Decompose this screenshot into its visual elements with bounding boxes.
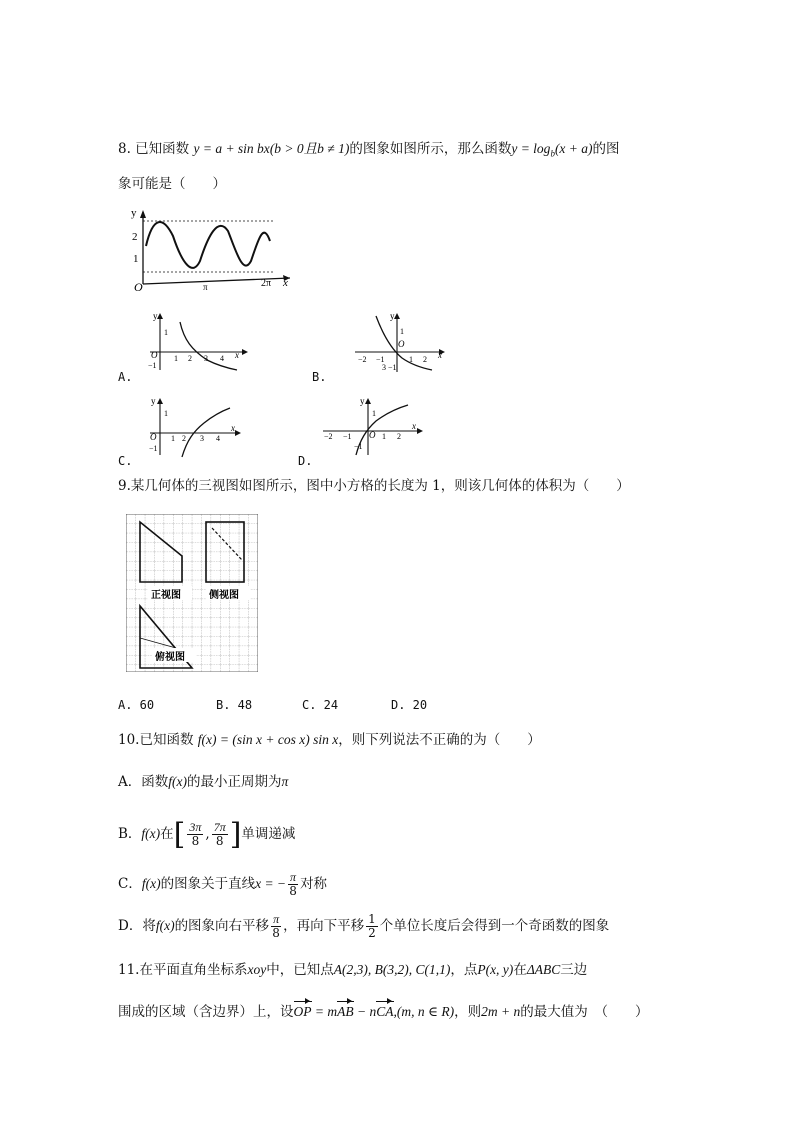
a-y: y bbox=[153, 311, 158, 321]
q11-eq: = m bbox=[311, 1004, 338, 1019]
q10c-end: 对称 bbox=[300, 876, 328, 892]
q11-d: 在 bbox=[513, 962, 527, 978]
q8-func: y = a + sin bx bbox=[193, 141, 270, 156]
q8-option-b[interactable]: B. bbox=[312, 370, 327, 384]
label-side-view: 侧视图 bbox=[209, 590, 239, 601]
q11-l2c: 的最大值为 （ ） bbox=[520, 1004, 649, 1020]
q8-option-a[interactable]: A. bbox=[118, 370, 133, 384]
q10a-pi: π bbox=[281, 774, 289, 789]
q8-end: 的图 bbox=[592, 141, 620, 157]
q10b-den2: 8 bbox=[215, 834, 224, 848]
q11-line2 bbox=[118, 1002, 648, 1022]
q8-line1 bbox=[118, 139, 620, 164]
q8-graph-d bbox=[318, 395, 433, 460]
q9-option-a[interactable]: A. 60 bbox=[118, 698, 155, 712]
c-t1: 1 bbox=[171, 434, 175, 443]
q11-l2b: ，则 bbox=[454, 1004, 482, 1020]
q8-sub: b bbox=[550, 148, 555, 159]
q8-main-graph bbox=[128, 206, 298, 296]
q10c-text: 的图象关于直线 bbox=[160, 876, 256, 892]
a-origin: O bbox=[151, 350, 158, 360]
q11-c: ，点 bbox=[450, 962, 478, 978]
a-y1: 1 bbox=[164, 328, 168, 337]
q10c-eq: x = − bbox=[255, 876, 287, 891]
q11-cond: ,(m, n ∈ R) bbox=[393, 1004, 455, 1019]
right-bracket: ] bbox=[229, 816, 242, 852]
d-t1: −2 bbox=[324, 432, 333, 441]
vector-op: OP bbox=[294, 1002, 312, 1022]
a-t4: 4 bbox=[220, 354, 224, 363]
q10b-num2: 7π bbox=[213, 820, 226, 834]
d-origin: O bbox=[369, 430, 376, 440]
q10a-func: f(x) bbox=[168, 774, 187, 789]
vector-ca: CA bbox=[376, 1002, 393, 1022]
q10b-frac2 bbox=[212, 821, 228, 848]
q11-p: P(x, y) bbox=[477, 962, 514, 977]
c-origin: O bbox=[150, 432, 157, 442]
label-front-view: 正视图 bbox=[151, 590, 181, 601]
label-top-view: 俯视图 bbox=[155, 652, 185, 663]
b-y1: 1 bbox=[400, 327, 404, 336]
q10d-text3: 个单位长度后会得到一个奇函数的图象 bbox=[379, 918, 610, 934]
b-origin: O bbox=[398, 339, 405, 349]
c-y: y bbox=[151, 396, 156, 406]
q8-func2: y = log bbox=[511, 141, 551, 156]
q11-xoy: xoy bbox=[247, 962, 267, 977]
q11-l2a: 围成的区域（含边界）上，设 bbox=[118, 1004, 294, 1020]
main-tick-1: 1 bbox=[133, 253, 139, 265]
q11-tri: ΔABC bbox=[526, 962, 561, 977]
q9-option-d[interactable]: D. 20 bbox=[391, 698, 428, 712]
q10c-num: π bbox=[290, 870, 297, 884]
q8-mid: 的图象如图所示，那么函数 bbox=[349, 141, 512, 157]
a-t1: 1 bbox=[174, 354, 178, 363]
q10c-func: f(x) bbox=[141, 876, 161, 891]
c-t3: 3 bbox=[200, 434, 204, 443]
b-y: y bbox=[390, 311, 395, 321]
q8-graph-a bbox=[142, 310, 257, 375]
c-x: x bbox=[231, 423, 235, 433]
q10a-text: 的最小正周期为 bbox=[186, 774, 282, 790]
a-neg: −1 bbox=[148, 361, 157, 370]
a-t3: 3 bbox=[204, 354, 208, 363]
q10b-func: f(x) bbox=[141, 826, 161, 841]
main-x-label: x bbox=[283, 277, 288, 289]
q10-option-b[interactable]: B．f(x)在[ $\frac{3\pi}{8}$ , $\frac{7\pi}{8}$ ]单调递减 bbox=[118, 816, 296, 852]
q10-func: f(x) = (sin x + cos x) sin x bbox=[197, 732, 339, 747]
main-tick-pi: π bbox=[203, 282, 208, 292]
d-neg: −1 bbox=[354, 442, 363, 451]
q8-option-c[interactable]: C. bbox=[118, 454, 133, 468]
q10d-func: f(x) bbox=[155, 918, 175, 933]
q9-option-b[interactable]: B. 48 bbox=[216, 698, 253, 712]
q10b-prefix: B． bbox=[118, 826, 142, 842]
b-x: x bbox=[438, 350, 442, 360]
q9-option-c[interactable]: C. 24 bbox=[302, 698, 339, 712]
a-x: x bbox=[235, 350, 239, 360]
q10d-num1: π bbox=[273, 912, 280, 926]
d-t2: −1 bbox=[343, 432, 352, 441]
q10c-prefix: C． bbox=[118, 876, 142, 892]
b-extra: 3 bbox=[382, 363, 386, 372]
q10c-den: 8 bbox=[289, 884, 297, 898]
q10d-den2: 2 bbox=[368, 926, 376, 940]
q10b-frac1 bbox=[187, 821, 203, 848]
q8-arg: (x + a) bbox=[554, 141, 593, 156]
left-bracket: [ bbox=[173, 816, 186, 852]
b-t4: 2 bbox=[423, 355, 427, 364]
q10d-den1: 8 bbox=[272, 926, 280, 940]
q10b-num1: 3π bbox=[189, 820, 202, 834]
q11-pts: A(2,3), B(3,2), C(1,1) bbox=[333, 962, 451, 977]
a-t2: 2 bbox=[188, 354, 192, 363]
q8-graph-b bbox=[350, 310, 460, 375]
q10d-frac1 bbox=[271, 913, 281, 940]
q8-prefix: 8. 已知函数 bbox=[118, 141, 190, 157]
q10d-num2: 1 bbox=[368, 912, 376, 926]
q10a-prefix: A．函数 bbox=[118, 774, 169, 790]
main-y-label: y bbox=[131, 207, 137, 219]
q8-line2: 象可能是（ ） bbox=[118, 176, 226, 192]
b-neg: −1 bbox=[388, 363, 397, 372]
main-origin: O bbox=[134, 280, 143, 294]
q10b-in: 在 bbox=[160, 826, 174, 842]
main-tick-2: 2 bbox=[132, 231, 138, 243]
c-t2: 2 bbox=[182, 434, 186, 443]
d-t4: 2 bbox=[397, 432, 401, 441]
q8-graph-c bbox=[142, 395, 257, 460]
b-t2: −1 bbox=[376, 355, 385, 364]
d-t3: 1 bbox=[382, 432, 386, 441]
q8-cond: (b > 0且b ≠ 1) bbox=[269, 141, 350, 156]
q10-option-c[interactable] bbox=[118, 866, 327, 902]
q10b-den1: 8 bbox=[191, 834, 200, 848]
q11-minus: − n bbox=[353, 1004, 377, 1019]
q10c-frac bbox=[288, 871, 298, 898]
q11-line1 bbox=[118, 960, 587, 980]
q10d-frac2 bbox=[366, 913, 378, 940]
q10d-text2: ，再向下平移 bbox=[283, 918, 365, 934]
d-y: y bbox=[360, 396, 365, 406]
c-y1: 1 bbox=[164, 409, 168, 418]
c-neg: −1 bbox=[149, 444, 158, 453]
d-y1: 1 bbox=[372, 409, 376, 418]
d-x: x bbox=[412, 421, 416, 431]
q10-prefix: 10.已知函数 bbox=[118, 732, 194, 748]
b-t3: 1 bbox=[409, 355, 413, 364]
q10d-text1: 的图象向右平移 bbox=[174, 918, 270, 934]
q10-option-d[interactable] bbox=[118, 908, 609, 944]
q11-expr: 2m + n bbox=[481, 1004, 521, 1019]
q11-a: 11.在平面直角坐标系 bbox=[118, 962, 248, 978]
q10b-text: 单调递减 bbox=[241, 826, 296, 842]
q9-three-views bbox=[126, 514, 258, 672]
q10d-prefix: D．将 bbox=[118, 918, 156, 934]
q10-suffix: ，则下列说法不正确的为（ ） bbox=[338, 732, 541, 748]
q11-b: 中，已知点 bbox=[266, 962, 334, 978]
q10-option-a[interactable] bbox=[118, 772, 288, 792]
q10-stem bbox=[118, 730, 541, 750]
q8-option-d[interactable]: D. bbox=[298, 454, 313, 468]
q11-e: 三边 bbox=[560, 962, 588, 978]
main-tick-2pi: 2π bbox=[261, 278, 272, 289]
vector-ab: AB bbox=[337, 1002, 354, 1022]
q9-text: 9.某几何体的三视图如图所示，图中小方格的长度为 1，则该几何体的体积为（ ） bbox=[118, 478, 630, 494]
b-t1: −2 bbox=[358, 355, 367, 364]
c-t4: 4 bbox=[216, 434, 220, 443]
